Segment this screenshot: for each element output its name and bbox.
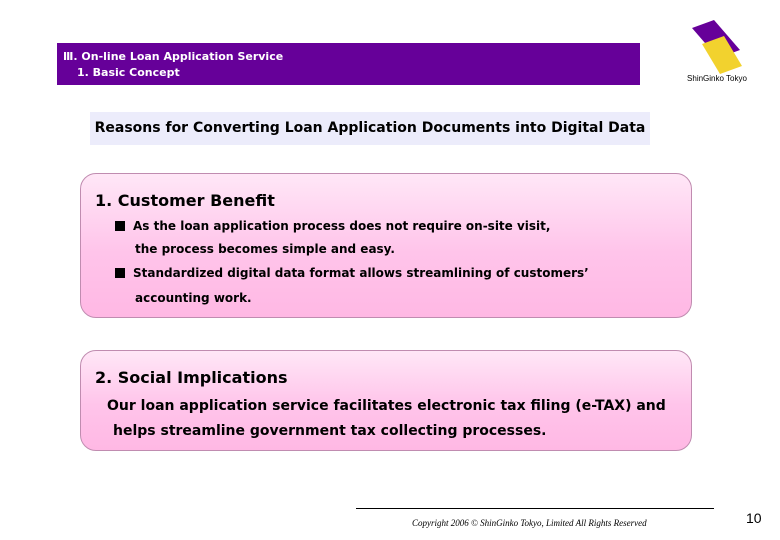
square-bullet-icon — [115, 268, 125, 278]
benefit-bullet-1-continuation: the process becomes simple and easy. — [135, 242, 395, 256]
subsection-title: 1. Basic Concept — [77, 66, 180, 79]
customer-benefit-title: 1. Customer Benefit — [95, 191, 275, 210]
logo-brand-text: ShinGinko Tokyo — [687, 74, 747, 83]
social-implications-title: 2. Social Implications — [95, 368, 288, 387]
benefit-bullet-1 — [115, 219, 550, 233]
benefit-bullet-2 — [115, 266, 589, 280]
shinginko-logo — [676, 20, 758, 88]
page-number: 10 — [746, 510, 762, 526]
slide-subtitle: Reasons for Converting Loan Application Documents into Digital Data — [90, 112, 650, 145]
logo-mark-icon — [676, 20, 758, 74]
section-title: Ⅲ. On-line Loan Application Service — [63, 50, 284, 63]
copyright-notice: Copyright 2006 © ShinGinko Tokyo, Limited All Rights Reserved — [412, 518, 647, 528]
customer-benefit-card — [80, 173, 692, 318]
benefit-bullet-1-text: As the loan application process does not require on-site visit, — [133, 219, 551, 233]
social-implications-card — [80, 350, 692, 451]
section-header-bar — [57, 43, 640, 85]
social-implications-line-1: Our loan application service facilitates electronic tax filing (e-TAX) and — [107, 398, 666, 414]
benefit-bullet-2-text: Standardized digital data format allows streamlining of customers’ — [133, 266, 589, 280]
benefit-bullet-2-continuation: accounting work. — [135, 291, 252, 305]
social-implications-line-2: helps streamline government tax collecting processes. — [113, 423, 547, 439]
footer-divider — [356, 508, 714, 509]
square-bullet-icon — [115, 221, 125, 231]
